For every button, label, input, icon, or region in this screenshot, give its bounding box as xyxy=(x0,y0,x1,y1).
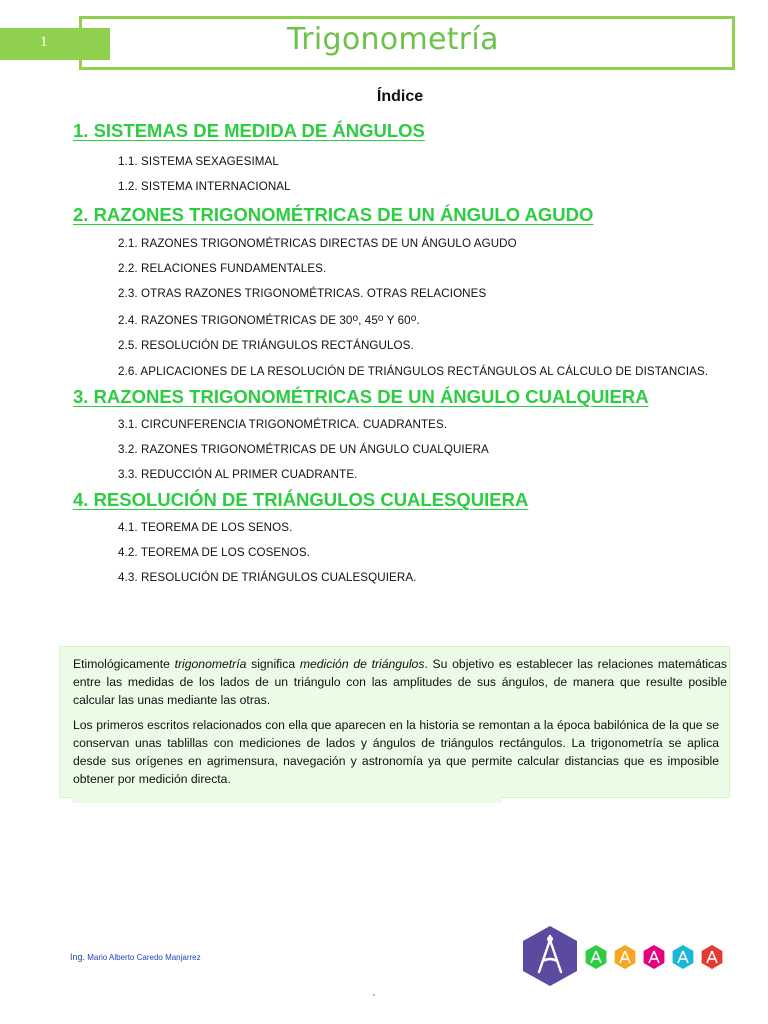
intro-text: . Su objetivo es establecer las relaciones matemáticas entre las medidas de los lados de un triángulo con las amplitudes de sus ángulos, de manera que resulte posible calcular las unas mediante las otras. xyxy=(73,657,727,707)
intro-paragraph-1 xyxy=(73,655,727,709)
degree-symbol: o xyxy=(410,313,417,324)
author-name: Mario Alberto Caredo Manjarrez xyxy=(87,953,201,962)
logo-badge-icon xyxy=(615,945,636,969)
toc-item-2-2[interactable]: 2.2. RELACIONES FUNDAMENTALES. xyxy=(118,262,327,275)
toc-item-2-4-text: 2.4. RAZONES TRIGONOMÉTRICAS DE 30 xyxy=(118,314,353,327)
logo-badge-icon xyxy=(702,945,723,969)
toc-item-4-1[interactable]: 4.1. TEOREMA DE LOS SENOS. xyxy=(118,521,293,534)
table-of-contents xyxy=(73,118,728,585)
author-title: Ing. xyxy=(70,952,86,962)
toc-item-3-3[interactable]: 3.3. REDUCCIÓN AL PRIMER CUADRANTE. xyxy=(118,468,358,481)
author-credit xyxy=(70,952,201,962)
index-heading: Índice xyxy=(376,88,424,105)
toc-item-2-5[interactable]: 2.5. RESOLUCIÓN DE TRIÁNGULOS RECTÁNGULOS. xyxy=(118,339,414,352)
intro-text: significa xyxy=(246,657,300,671)
brand-logo xyxy=(520,926,730,986)
logo-badge-icon xyxy=(673,945,694,969)
page-number: 1 xyxy=(40,34,48,50)
toc-section-2[interactable]: 2. RAZONES TRIGONOMÉTRICAS DE UN ÁNGULO AGUDO xyxy=(73,204,594,225)
toc-item-4-2[interactable]: 4.2. TEOREMA DE LOS COSENOS. xyxy=(118,546,311,559)
page-mark xyxy=(373,994,375,996)
toc-item-2-3[interactable]: 2.3. OTRAS RAZONES TRIGONOMÉTRICAS. OTRAS RELACIONES xyxy=(118,287,487,300)
toc-item-2-1[interactable]: 2.1. RAZONES TRIGONOMÉTRICAS DIRECTAS DE UN ÁNGULO AGUDO xyxy=(118,237,517,250)
intro-paragraph-2: Los primeros escritos relacionados con ella que aparecen en la historia se remontan a la época babilónica de la que se conservan unas tablillas con mediciones de lados y ángulos de triángulos rectángulos. La trigonometría se aplica desde sus orígenes en agrimensura, navegación y astronomía ya que permite calcular distancias que es imposible obtener por medición directa. xyxy=(73,718,719,786)
toc-item-2-6[interactable]: 2.6. APLICACIONES DE LA RESOLUCIÓN DE TRIÁNGULOS RECTÁNGULOS AL CÁLCULO DE DISTANCIAS. xyxy=(118,365,709,378)
document-title: Trigonometría xyxy=(287,22,499,57)
degree-symbol: o xyxy=(352,313,359,324)
toc-item-2-4-text: Y 60 xyxy=(383,314,411,327)
logo-badge-icon xyxy=(586,945,607,969)
toc-item-2-4-text: . xyxy=(416,314,420,327)
toc-item-1-1[interactable]: 1.1. SISTEMA SEXAGESIMAL xyxy=(118,155,279,168)
toc-section-3[interactable]: 3. RAZONES TRIGONOMÉTRICAS DE UN ÁNGULO CUALQUIERA xyxy=(73,386,649,407)
toc-item-3-2[interactable]: 3.2. RAZONES TRIGONOMÉTRICAS DE UN ÁNGULO CUALQUIERA xyxy=(118,443,489,456)
toc-item-3-1[interactable]: 3.1. CIRCUNFERENCIA TRIGONOMÉTRICA. CUADRANTES. xyxy=(118,418,448,431)
toc-item-2-4-text: , 45 xyxy=(358,314,378,327)
toc-item-4-3[interactable]: 4.3. RESOLUCIÓN DE TRIÁNGULOS CUALESQUIERA. xyxy=(118,571,417,584)
toc-item-2-4[interactable] xyxy=(118,311,728,328)
compass-hexagon-logo-icon xyxy=(520,926,730,986)
intro-emphasis: medición de triángulos xyxy=(299,657,425,671)
intro-emphasis: trigonometría xyxy=(174,657,247,671)
toc-item-1-2[interactable]: 1.2. SISTEMA INTERNACIONAL xyxy=(118,180,291,193)
document-title-row xyxy=(79,22,735,57)
logo-badge-icon xyxy=(644,945,665,969)
toc-section-4[interactable]: 4. RESOLUCIÓN DE TRIÁNGULOS CUALESQUIERA xyxy=(73,489,529,510)
intro-box-strip xyxy=(72,793,502,803)
intro-text: Etimológicamente xyxy=(73,657,175,671)
degree-symbol: o xyxy=(377,313,384,324)
toc-section-1[interactable]: 1. SISTEMAS DE MEDIDA DE ÁNGULOS xyxy=(73,120,425,141)
